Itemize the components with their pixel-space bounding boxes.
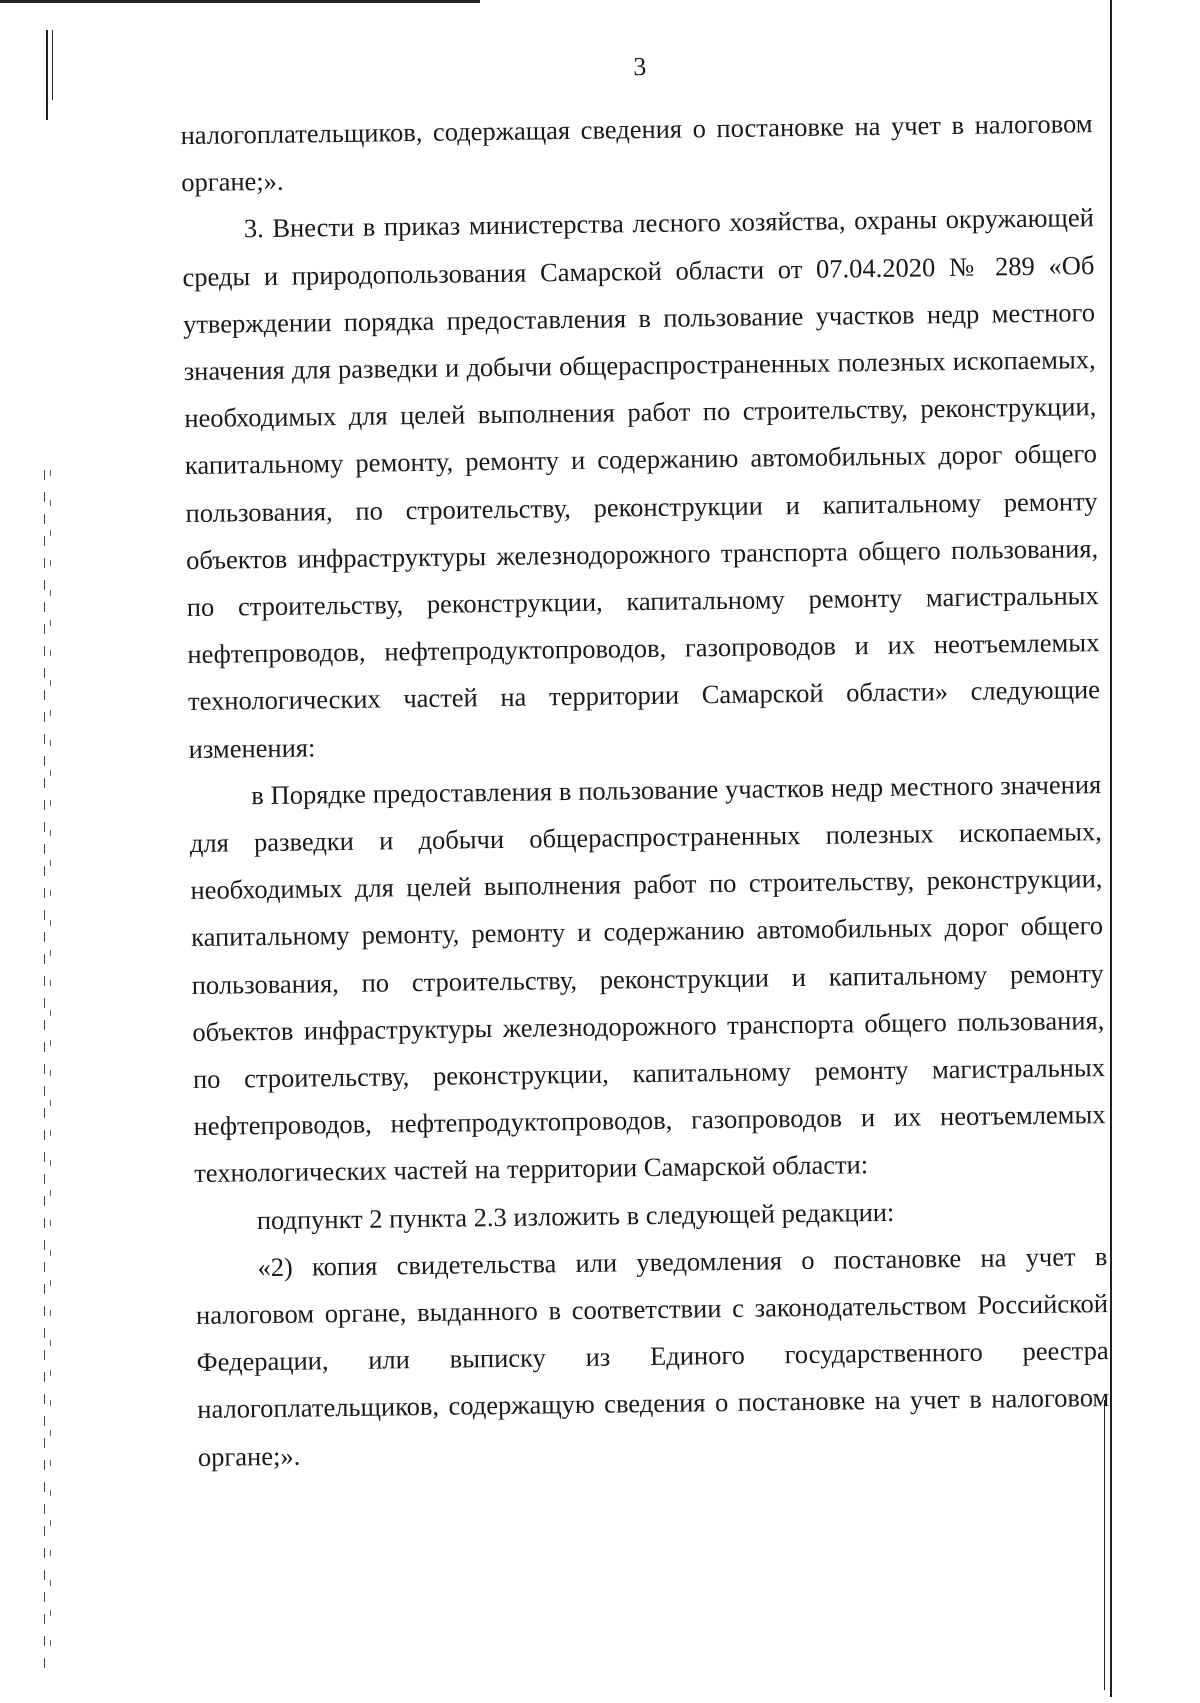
paragraph-item-3: 3. Внести в приказ министерства лесного хозяйства, охраны окружающей среды и природопользования Самарской области от 07.04.2020 № 289 «Об утверждении порядка предоставления в пользование участков недр местного значения для разведки и добычи общераспространенных полезных ископаемых, необходимых для целей выполнения работ по строительству, реконструкции, капитальному ремонту, ремонту и содержанию автомобильных дорог общего пользования, по строительству, реконструкции и капитальному ремонту объектов инфраструктуры железнодорожного транспорта общего пользования, по строительству, реконструкции, капитальному ремонту магистральных нефтепроводов, нефтепродуктопроводов, газопроводов и их неотъемлемых технологических частей на территории Самарской области» следующие изменения: [182, 202, 1101, 764]
scan-edge-left-inner [52, 30, 53, 100]
scan-artifact-left-dashes [44, 470, 45, 1670]
scan-artifact-left-dashes-2 [50, 470, 51, 1670]
paragraph-new-wording: «2) копия свидетельства или уведомления о постановке на учет в налоговом органе, выданного в соответствии с законодательством Российской Федерации, или выписку из Единого государственного реестра налогоплательщиков, содержащую сведения о постановке на учет в налоговом органе;». [195, 1240, 1110, 1472]
paragraph-order-amendment: в Порядке предоставления в пользование участков недр местного значения для разведки и добычи общераспространенных полезных ископаемых, необходимых для целей выполнения работ по строительству, реконструкции, капитальному ремонту, ремонту и содержанию автомобильных дорог общего пользования, по строительству, реконструкции и капитальному ремонту объектов инфраструктуры железнодорожного транспорта общего пользования, по строительству, реконструкции, капитальному ремонту магистральных нефтепроводов, нефтепродуктопроводов, газопроводов и их неотъемлемых технологических частей на территории Самарской области: [189, 768, 1106, 1189]
paragraph-continuation: налогоплательщиков, содержащая сведения о постановке на учет в налоговом органе;». [180, 108, 1093, 198]
document-body [180, 100, 1110, 1481]
page-number: 3 [633, 51, 647, 82]
paragraph-subpoint-instruction: подпункт 2 пункта 2.3 изложить в следующей редакции: [256, 1196, 895, 1235]
scan-edge-left [46, 30, 48, 120]
document-page [179, 0, 1121, 1703]
